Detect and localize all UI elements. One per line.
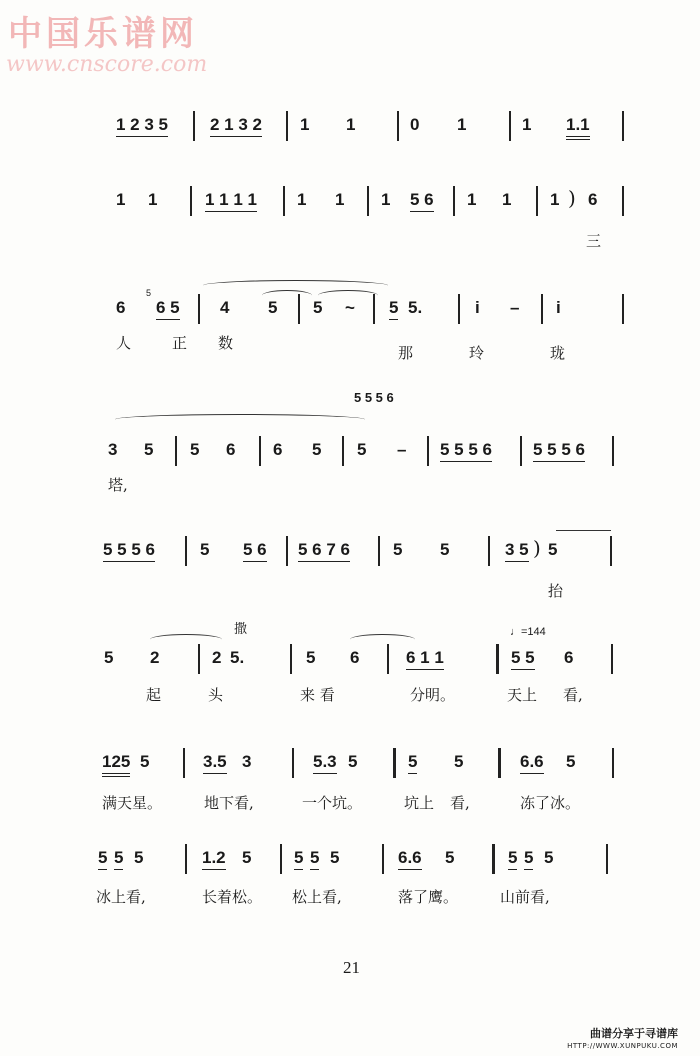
lyric: 一个坑。 [302,794,363,812]
barline [342,436,344,466]
lyric: 三 [586,232,602,250]
note: 5 [104,648,114,667]
note-group: 5 6 7 6 [298,540,350,562]
lyric: 松上看, [292,888,342,906]
note: 1 [300,115,310,134]
note: 1 [502,190,512,209]
note: i [475,298,480,317]
note: 1 [148,190,158,209]
tie-arc [150,634,222,645]
note: 6 [116,298,126,317]
note: 5 [144,440,154,459]
lyric: 珑 [550,344,566,362]
barline [498,748,501,778]
note: 5 [310,848,319,870]
above-word: 撒 [234,622,248,637]
lyric: 人 [116,334,132,352]
note: 3 [108,440,118,459]
barline [612,748,614,778]
note: 5 [389,298,398,320]
footer-credit [567,1028,678,1052]
note: 1 [346,115,356,134]
note: 5 [348,752,358,771]
barline [622,186,624,216]
close-paren: ) [568,186,576,210]
note: i [556,298,561,317]
barline [185,844,187,874]
note-group: 6 5 [156,298,180,320]
barline [606,844,608,874]
barline [292,748,294,778]
barline [453,186,455,216]
note-group: 5 6 [410,190,434,212]
note-group: 1 2 3 5 [116,115,168,137]
barline [492,844,495,874]
lyric: 坑上 [404,794,435,812]
grace-note: 5 [146,288,152,298]
lyric: 地下看, [204,794,254,812]
note: 5 [357,440,367,459]
note: 5 [312,440,322,459]
note: ~ [345,298,355,317]
lyric: 满天星。 [102,794,163,812]
barline [397,111,399,141]
note-group: 1 1 1 1 [205,190,257,212]
barline [382,844,384,874]
note-group: 5 [408,752,417,774]
barline [387,644,389,674]
note: 5 [445,848,455,867]
note: 5 [242,848,252,867]
note: 1 [335,190,345,209]
footer-url: HTTP://WWW.XUNPUKU.COM [567,1042,678,1050]
note: 5. [408,298,423,317]
note: – [510,298,520,317]
tempo-marking: ♩=144 [510,626,546,638]
barline [198,644,200,674]
tie-arc [350,634,415,645]
tie-arc [556,530,611,541]
barline [298,294,300,324]
barline [509,111,511,141]
watermark-site-name: 中国乐谱网 [8,14,198,54]
note-group: 1.2 [202,848,226,870]
note: 5 [440,540,450,559]
footer-line-1: 曲谱分享于寻谱库 [590,1027,678,1040]
lyric: 长着松。 [202,888,263,906]
barline [612,436,614,466]
lyric: 抬 [548,582,564,600]
lyric: 冻了冰。 [520,794,581,812]
note: 5 [393,540,403,559]
barline [286,536,288,566]
lyric: 那 [398,344,414,362]
note: 5 [294,848,303,870]
barline [290,644,292,674]
barline [488,536,490,566]
barline [367,186,369,216]
note: 5 [566,752,576,771]
lyric: 头 [208,686,224,704]
note-group: 6.6 [520,752,544,774]
note: 1 [550,190,560,209]
note: 1 [381,190,391,209]
barline [611,644,613,674]
note: 5 [306,648,316,667]
watermark-url: www.cnscore.com [6,52,208,77]
note: 5 [548,540,558,559]
lyric: 落了鹰。 [398,888,459,906]
note: 6 [350,648,360,667]
barline [378,536,380,566]
note: 5 [454,752,464,771]
above-notes: 5 5 5 6 [354,390,394,405]
barline [280,844,282,874]
barline [193,111,195,141]
lyric: 来 看 [300,686,335,704]
barline [541,294,543,324]
note: 5 [114,848,123,870]
note: 0 [410,115,420,134]
note-group: 5 5 5 6 [103,540,155,562]
lyric: 冰上看, [96,888,146,906]
note-group: 5 6 [243,540,267,562]
note: 5 [190,440,200,459]
note: 6 [588,190,598,209]
lyric: 塔, [108,476,128,494]
note: 1 [116,190,126,209]
barline [198,294,200,324]
barline [183,748,185,778]
lyric: 数 [218,334,234,352]
lyric: 山前看, [500,888,550,906]
note: 5 [140,752,150,771]
barline [190,186,192,216]
barline [536,186,538,216]
note: 1 [457,115,467,134]
note: 5 [200,540,210,559]
note-group: 2 1 3 2 [210,115,262,137]
note: 3 [242,752,252,771]
barline [496,644,499,674]
note: 4 [220,298,230,317]
note-group: 3 5 [505,540,529,562]
barline [373,294,375,324]
note: 5 [313,298,323,317]
note: 5 [98,848,107,870]
note: – [397,440,407,459]
close-paren: ) [533,536,541,560]
note-group: 5 5 [511,648,535,670]
lyric: 看, [450,794,470,812]
barline [520,436,522,466]
lyric: 起 [146,686,162,704]
lyric: 天上 [507,686,538,704]
note: 5. [230,648,245,667]
page-number: 21 [343,958,360,977]
note: 2 [212,648,222,667]
barline [185,536,187,566]
barline [458,294,460,324]
note: 5 [268,298,278,317]
note: 6 [564,648,574,667]
note-group: 5.3 [313,752,337,774]
barline [427,436,429,466]
tie-arc [115,414,365,425]
barline [259,436,261,466]
note: 1 [467,190,477,209]
note: 1 [522,115,532,134]
barline [610,536,612,566]
note-group: 5 5 5 6 [533,440,585,462]
barline [175,436,177,466]
note-group: 6.6 [398,848,422,870]
note: 5 [524,848,533,870]
note-group: 125 [102,752,130,777]
barline [622,111,624,141]
note: 5 [508,848,517,870]
lyric: 玲 [469,344,485,362]
note: 1 [297,190,307,209]
lyric: 正 [172,334,188,352]
note: 5 [134,848,144,867]
lyric: 分明。 [410,686,456,704]
note-group: 5 5 5 6 [440,440,492,462]
barline [622,294,624,324]
barline [283,186,285,216]
note-group: 6 1 1 [406,648,444,670]
note: 6 [273,440,283,459]
note-group: 3.5 [203,752,227,774]
note-group: 1.1 [566,115,590,140]
lyric: 看, [563,686,583,704]
note: 5 [330,848,340,867]
barline [286,111,288,141]
note: 2 [150,648,160,667]
note: 6 [226,440,236,459]
barline [393,748,396,778]
note: 5 [544,848,554,867]
